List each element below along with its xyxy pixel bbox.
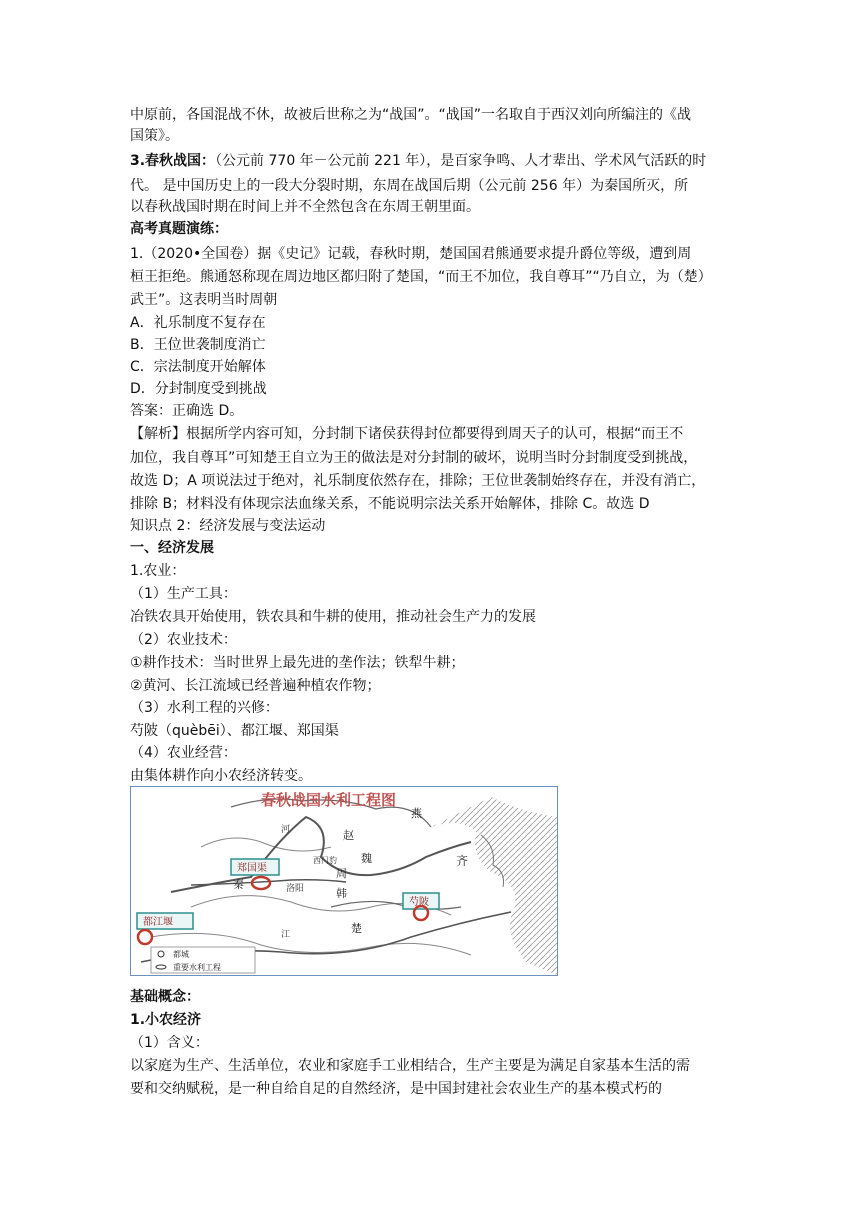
map-title: 春秋战国水利工程图 xyxy=(261,792,397,809)
place-label: 河 xyxy=(281,824,291,834)
project-label-shaobei: 芍陂 xyxy=(409,897,429,908)
option-a: A．礼乐制度不复存在 xyxy=(130,315,266,331)
analysis-text: 【解析】根据所学内容可知，分封制下诸侯获得封位都要得到周天子的认可，根据“而王不 xyxy=(130,426,684,442)
state-label: 燕 xyxy=(411,808,422,820)
state-label: 楚 xyxy=(351,923,362,935)
place-label: 洛阳 xyxy=(286,883,305,893)
text-line: ①耕作技术：当时世界上最先进的垄作法；铁犁牛耕； xyxy=(130,655,465,671)
answer-line: 答案：正确选 D。 xyxy=(130,403,244,419)
place-label: 江 xyxy=(281,929,291,939)
water-projects-map xyxy=(130,786,558,976)
option-b: B．王位世袭制度消亡 xyxy=(130,337,266,353)
knowledge-point-heading: 知识点 2：经济发展与变法运动 xyxy=(130,518,326,534)
analysis-text: 加位，我自尊耳”可知楚王自立为王的做法是对分封制的破坏，说明当时分封制度受到挑战， xyxy=(130,450,698,466)
project-label-dujiangyan: 都江堰 xyxy=(143,917,173,928)
river xyxy=(331,901,461,909)
text-line: 芍陂（quèbēi）、都江堰、郑国渠 xyxy=(130,723,339,739)
text-line: 1.农业： xyxy=(130,563,186,579)
text-line: 由集体耕作向小农经济转变。 xyxy=(130,768,312,784)
text-line: 国策》。 xyxy=(130,128,179,144)
subheading-small-farmer: 1.小农经济 xyxy=(130,1012,202,1028)
text-line: 代。 是中国历史上的一段大分裂时期，东周在战国后期（公元前 256 年）为秦国所灭，所 xyxy=(130,178,689,194)
legend-item: 重要水利工程 xyxy=(173,963,221,972)
question-text: 武王”。这表明当时周朝 xyxy=(130,292,278,308)
text-line: ②黄河、长江流域已经普遍种植农作物； xyxy=(130,678,381,694)
state-label: 赵 xyxy=(343,830,354,842)
section-heading-chunqiu: 3.春秋战国：（公元前 770 年－公元前 221 年），是百家争鸣、人才辈出、学术风气活跃的时 xyxy=(130,153,707,169)
text-line: （1）含义： xyxy=(130,1035,209,1051)
section-heading-exam: 高考真题演练： xyxy=(130,221,228,237)
analysis-text: 排除 B；材料没有体现宗法血缘关系，不能说明宗法关系开始解体，排除 C。故选 D xyxy=(130,496,650,512)
analysis-text: 故选 D；A 项说法过于绝对，礼乐制度依然存在，排除；王位世袭制始终存在，并没有消亡， xyxy=(130,473,706,489)
option-d: D．分封制度受到挑战 xyxy=(130,381,267,397)
option-c: C．宗法制度开始解体 xyxy=(130,359,266,375)
section-heading-basic: 基础概念： xyxy=(130,989,200,1005)
text-line: 以家庭为生产、生活单位，农业和家庭手工业相结合，生产主要是为满足自家基本生活的需 xyxy=(130,1058,690,1074)
state-label: 齐 xyxy=(456,854,469,868)
text-line: 要和交纳赋税，是一种自给自足的自然经济，是中国封建社会农业生产的基本模式朽的 xyxy=(130,1081,662,1097)
state-label: 秦 xyxy=(233,879,244,891)
question-text: 1.（2020•全国卷）据《史记》记载，春秋时期，楚国国君熊通要求提升爵位等级，遭到周 xyxy=(130,246,692,262)
text-line: 中原前，各国混战不休，故被后世称之为“战国”。“战国”一名取自于西汉刘向所编注的《战 xyxy=(130,107,692,123)
state-label: 周 xyxy=(336,868,347,880)
text-line: （1）生产工具： xyxy=(130,586,237,602)
section-heading-economy: 一、经济发展 xyxy=(130,540,214,556)
state-label: 韩 xyxy=(336,888,347,900)
yellow-river xyxy=(171,817,471,892)
project-marker xyxy=(138,930,152,944)
place-label: 西门豹 xyxy=(313,856,337,865)
text-line: 冶铁农具开始使用，铁农具和牛耕的使用，推动社会生产力的发展 xyxy=(130,609,536,625)
state-label: 魏 xyxy=(361,853,372,865)
text-line: （3）水利工程的兴修： xyxy=(130,700,279,716)
text-line: （2）农业技术： xyxy=(130,632,237,648)
project-label-zhengguoqu: 郑国渠 xyxy=(237,863,267,874)
text-line: 以春秋战国时期在时间上并不全然包含在东周王朝里面。 xyxy=(130,199,480,215)
question-text: 桓王拒绝。熊通怒称现在周边地区都归附了楚国，“而王不加位，我自尊耳”“乃自立，为（楚） xyxy=(130,269,712,285)
legend-item: 都城 xyxy=(173,950,189,959)
text-line: （4）农业经营： xyxy=(130,745,237,761)
border-line xyxy=(201,838,331,851)
